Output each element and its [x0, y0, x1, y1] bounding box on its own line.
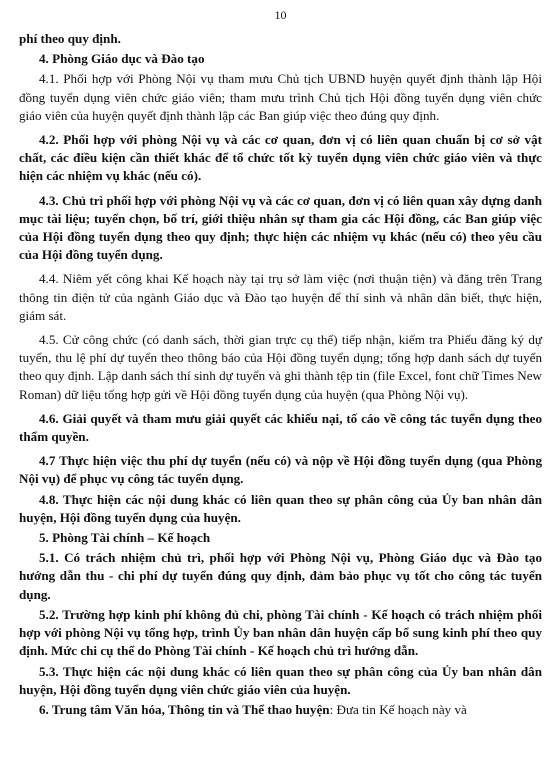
paragraph-5-1: 5.1. Có trách nhiệm chủ trì, phối hợp với Phòng Nội vụ, Phòng Giáo dục và Đào tạo hướng dẫn thu - chi phí dự tuyển đúng quy định, đảm bảo phục vụ tốt cho công tác tuyển dụng. — [19, 550, 542, 602]
paragraph-4-7: 4.7 Thực hiện việc thu phí dự tuyển (nếu có) và nộp về Hội đồng tuyển dụng (qua Phòng Nội vụ) để phục vụ công tác tuyển dụng. — [19, 453, 542, 487]
section-heading-6-label: 6. Trung tâm Văn hóa, Thông tin và Thể thao huyện — [39, 701, 330, 717]
paragraph-intro: phí theo quy định. — [19, 31, 121, 46]
paragraph-4-8: 4.8. Thực hiện các nội dung khác có liên quan theo sự phân công của Ủy ban nhân dân huyện, Hội đồng tuyển dụng của huyện. — [19, 491, 542, 525]
section-heading-6 — [19, 701, 542, 719]
paragraph-5-3: 5.3. Thực hiện các nội dung khác có liên quan theo sự phân công của Ủy ban nhân dân huyện, Hội đồng tuyển dụng viên chức giáo viên của huyện. — [19, 663, 542, 697]
paragraph-4-3: 4.3. Chủ trì phối hợp với phòng Nội vụ và các cơ quan, đơn vị có liên quan xây dựng danh mục tài liệu; tuyển chọn, bố trí, giới thiệu nhân sự tham gia các Hội đồng, các Ban giúp việc của Hội đồng tuyển dụng theo quy định; thực hiện các nhiệm vụ khác (nếu có) theo yêu cầu của Hội đồng tuyển dụng. — [19, 192, 542, 263]
paragraph-4-6: 4.6. Giải quyết và tham mưu giải quyết các khiếu nại, tố cáo về công tác tuyển dụng theo thẩm quyền. — [19, 410, 542, 445]
paragraph-4-1: 4.1. Phối hợp với Phòng Nội vụ tham mưu Chủ tịch UBND huyện quyết định thành lập Hội đồng tuyển dụng viên chức giáo viên; tham mưu trình Chủ tịch Hội đồng tuyển dụng viên chức giáo viên của huyện quyết định thành lập các Ban giúp việc theo đúng quy định. — [19, 71, 542, 123]
section-heading-5: 5. Phòng Tài chính – Kế hoạch — [39, 530, 211, 546]
paragraph-5-2: 5.2. Trường hợp kinh phí không đủ chi, phòng Tài chính - Kế hoạch có trách nhiệm phối hợp với phòng Nội vụ tổng hợp, trình Ủy ban nhân dân huyện cấp bổ sung kinh phí theo quy định. Mức chi cụ thể do Phòng Tài chính - Kế hoạch chủ trì hướng dẫn. — [19, 606, 542, 659]
document-body — [19, 30, 542, 719]
section-heading-4: 4. Phòng Giáo dục và Đào tạo — [39, 51, 205, 67]
paragraph-4-4: 4.4. Niêm yết công khai Kế hoạch này tại trụ sở làm việc (nơi thuận tiện) và đăng trên Trang thông tin điện tử của ngành Giáo dục và Đào tạo huyện để thí sinh và nhân dân biết, thực hiện, giám sát. — [19, 271, 542, 323]
paragraph-4-2: 4.2. Phối hợp với phòng Nội vụ và các cơ quan, đơn vị có liên quan chuẩn bị cơ sở vật chất, các điều kiện cần thiết khác để tổ chức tốt kỳ tuyển dụng viên chức giáo viên và thực hiện các nhiệm vụ khác (nếu có). — [19, 132, 542, 184]
section-heading-6-text: : Đưa tin Kế hoạch này và — [329, 701, 467, 717]
paragraph-4-5: 4.5. Cử công chức (có danh sách, thời gian trực cụ thể) tiếp nhận, kiểm tra Phiếu đăng ký dự tuyển, thu lệ phí dự tuyển theo thông báo của Hội đồng tuyển dụng; tổng hợp danh sách dự tuyển theo quy định. Lập danh sách thí sinh dự tuyển và ghi thành tệp tin (file Excel, font chữ Times New Roman) dữ liệu tổng hợp gửi về Hội đồng tuyển dụng của huyện (qua Phòng Nội vụ). — [19, 332, 542, 402]
page-number: 10 — [274, 8, 287, 22]
